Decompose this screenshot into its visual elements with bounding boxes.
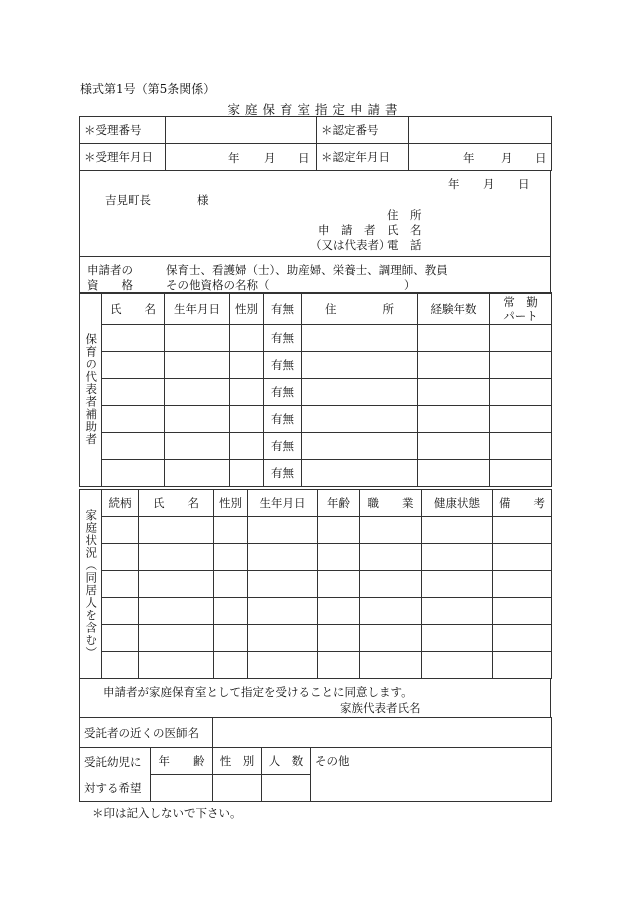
receipt-date-label: ＊受理年月日 xyxy=(80,144,166,171)
table-row xyxy=(80,460,552,487)
presence-cell[interactable]: 有無 xyxy=(264,352,302,379)
presence-cell[interactable]: 有無 xyxy=(264,433,302,460)
household-side-label: 家庭状況（同居人を含む） xyxy=(80,490,102,679)
table-row xyxy=(80,598,552,625)
name-label: 氏 名 xyxy=(387,223,422,237)
other-qualification-label: その他資格の名称（ xyxy=(166,278,270,292)
doctor-field[interactable] xyxy=(213,718,552,748)
cert-date-day: 日 xyxy=(535,151,547,165)
wishes-sex-field[interactable] xyxy=(213,775,262,802)
receipt-date-field[interactable] xyxy=(166,144,317,171)
household-header-health: 健康状態 xyxy=(422,490,493,517)
receipt-date-month: 月 xyxy=(264,151,276,165)
qualification-options: 保育士、看護婦（士）、助産婦、栄養士、調理師、教員 xyxy=(166,263,448,277)
wishes-sex-label: 性 別 xyxy=(213,748,262,775)
representative-label: （又は代表者） xyxy=(310,238,391,252)
form-number: 様式第1号（第5条関係） xyxy=(80,82,216,96)
presence-cell[interactable]: 有無 xyxy=(264,460,302,487)
assistant-header-presence: 有無 xyxy=(264,293,302,325)
receipt-date-day: 日 xyxy=(298,151,310,165)
table-row xyxy=(80,406,552,433)
wishes-age-field[interactable] xyxy=(151,775,213,802)
qualifications-block xyxy=(79,256,551,294)
assistant-header-address: 住 所 xyxy=(302,293,418,325)
table-row xyxy=(80,379,552,406)
cert-number-field[interactable] xyxy=(409,117,552,144)
table-row xyxy=(80,433,552,460)
table-row xyxy=(80,544,552,571)
form-title: 家庭保育室指定申請書 xyxy=(227,102,403,117)
app-date-year: 年 xyxy=(448,177,460,191)
household-table xyxy=(79,489,552,679)
table-row xyxy=(80,517,552,544)
address-block xyxy=(79,170,551,257)
wishes-label: 受託幼児に 対する希望 xyxy=(80,748,151,802)
assistant-header-shift: 常 勤 パート xyxy=(490,293,552,325)
household-header-remarks: 備 考 xyxy=(493,490,552,517)
table-row xyxy=(80,571,552,598)
cert-number-label: ＊認定番号 xyxy=(317,117,409,144)
family-rep-label: 家族代表者氏名 xyxy=(340,701,421,715)
assistant-header-name: 氏 名 xyxy=(102,293,165,325)
assistant-header-experience: 経験年数 xyxy=(418,293,490,325)
assistants-table xyxy=(79,292,552,487)
presence-cell[interactable]: 有無 xyxy=(264,325,302,352)
household-header-age: 年齢 xyxy=(318,490,360,517)
wishes-table xyxy=(79,747,552,802)
household-header-relation: 続柄 xyxy=(102,490,139,517)
table-row xyxy=(80,325,552,352)
household-header-sex: 性別 xyxy=(214,490,248,517)
table-row xyxy=(80,652,552,679)
presence-cell[interactable]: 有無 xyxy=(264,379,302,406)
addressee-honorific: 様 xyxy=(197,193,209,207)
wishes-count-field[interactable] xyxy=(262,775,311,802)
household-header-name: 氏 名 xyxy=(139,490,214,517)
qualification-label-1: 申請者の xyxy=(87,263,133,277)
household-header-birth: 生年月日 xyxy=(248,490,318,517)
doctor-table xyxy=(79,717,552,748)
receipt-number-field[interactable] xyxy=(166,117,317,144)
household-header-occupation: 職 業 xyxy=(360,490,422,517)
reception-table xyxy=(79,116,552,171)
addressee: 吉見町長 xyxy=(105,193,151,207)
cert-date-month: 月 xyxy=(501,151,513,165)
assistant-header-birth: 生年月日 xyxy=(165,293,230,325)
presence-cell[interactable]: 有無 xyxy=(264,406,302,433)
address-label: 住 所 xyxy=(387,208,422,222)
assistants-side-label: 保育の代表者補助者 xyxy=(80,293,102,487)
doctor-label: 受託者の近くの医師名 xyxy=(80,718,213,748)
consent-block xyxy=(79,679,551,718)
footnote: ＊印は記入しないで下さい。 xyxy=(92,806,242,820)
receipt-date-year: 年 xyxy=(228,151,240,165)
table-row xyxy=(80,625,552,652)
cert-date-field[interactable] xyxy=(409,144,552,171)
phone-label: 電 話 xyxy=(387,238,422,252)
assistant-header-sex: 性別 xyxy=(230,293,264,325)
qualification-label-2: 資 格 xyxy=(87,278,133,292)
cert-date-label: ＊認定年月日 xyxy=(317,144,409,171)
wishes-other-field[interactable]: その他 xyxy=(311,748,552,802)
consent-text: 申請者が家庭保育室として指定を受けることに同意します。 xyxy=(103,685,413,699)
app-date-month: 月 xyxy=(483,177,495,191)
receipt-number-label: ＊受理番号 xyxy=(80,117,166,144)
app-date-day: 日 xyxy=(518,177,530,191)
other-qualification-close: ） xyxy=(404,278,416,292)
wishes-age-label: 年 齢 xyxy=(151,748,213,775)
wishes-count-label: 人 数 xyxy=(262,748,311,775)
cert-date-year: 年 xyxy=(463,151,475,165)
applicant-label: 申 請 者 xyxy=(318,223,376,237)
table-row xyxy=(80,352,552,379)
